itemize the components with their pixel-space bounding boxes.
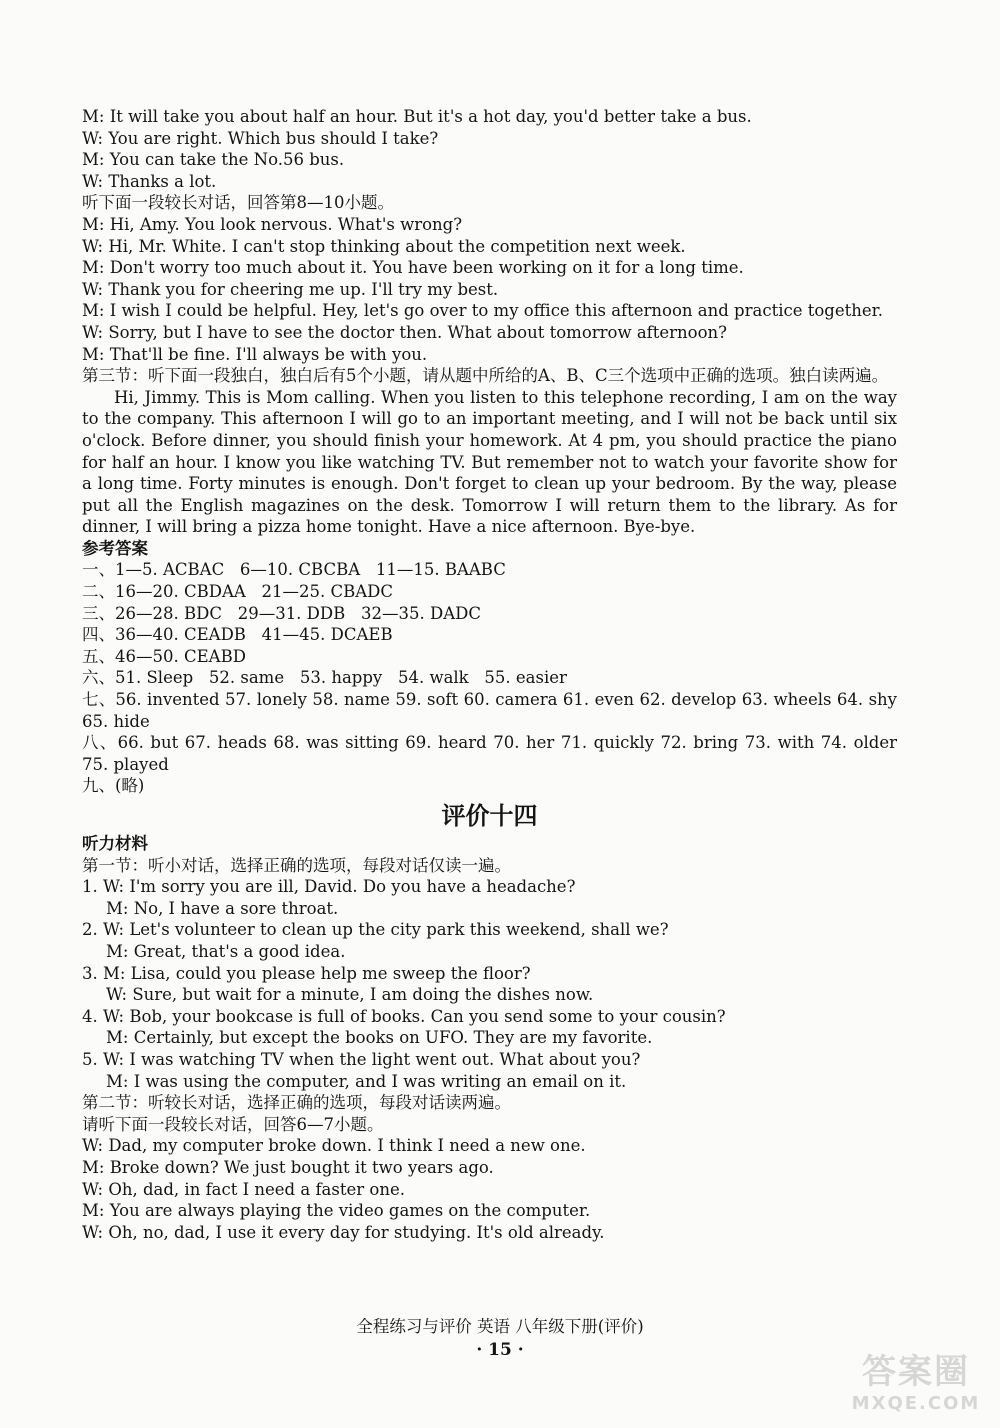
- answer-line: 八、66. but 67. heads 68. was sitting 69. heard 70. her 71. quickly 72. bring 73. with 74. older 75. played: [82, 733, 897, 774]
- section3-instruction: 第三节：听下面一段独白，独白后有5个小题，请从题中所给的A、B、C三个选项中正确的选项。独白读两遍。: [82, 366, 889, 386]
- answer-line: 一、1—5. ACBAC 6—10. CBCBA 11—15. BAABC: [82, 560, 506, 580]
- part2-subinstruction: 请听下面一段较长对话，回答6—7小题。: [82, 1114, 384, 1134]
- dialogue-line: W: You are right. Which bus should I take?: [82, 128, 439, 148]
- watermark-text: 答案圈: [862, 1352, 970, 1392]
- dialogue-question: 5. W: I was watching TV when the light went out. What about you?: [82, 1049, 641, 1069]
- dialogue-line: M: You are always playing the video games on the computer.: [82, 1201, 591, 1221]
- material-heading: 听力材料: [82, 834, 148, 853]
- watermark-url: MXQE.COM: [851, 1393, 981, 1414]
- section-title: 评价十四: [441, 801, 538, 830]
- answer-line: 四、36—40. CEADB 41—45. DCAEB: [82, 625, 393, 645]
- part1-instruction: 第一节：听小对话，选择正确的选项，每段对话仅读一遍。: [82, 855, 511, 875]
- answer-line: 二、16—20. CBDAA 21—25. CBADC: [82, 582, 394, 602]
- dialogue-line: M: Hi, Amy. You look nervous. What's wrong?: [82, 214, 463, 234]
- dialogue-line: M: Broke down? We just bought it two years ago.: [82, 1157, 494, 1177]
- instruction-line: 听下面一段较长对话，回答第8—10小题。: [82, 193, 394, 213]
- dialogue-reply: M: Certainly, but except the books on UFO. They are my favorite.: [106, 1028, 653, 1048]
- dialogue-line: W: Sorry, but I have to see the doctor then. What about tomorrow afternoon?: [82, 322, 728, 342]
- dialogue-question: 1. W: I'm sorry you are ill, David. Do you have a headache?: [82, 877, 576, 897]
- answer-line: 九、(略): [82, 776, 145, 796]
- dialogue-line: W: Hi, Mr. White. I can't stop thinking about the competition next week.: [82, 236, 686, 256]
- page-content: [82, 106, 897, 1243]
- answer-line: 三、26—28. BDC 29—31. DDB 32—35. DADC: [82, 603, 481, 623]
- dialogue-line: M: It will take you about half an hour. But it's a hot day, you'd better take a bus.: [82, 107, 752, 126]
- book-footer: 全程练习与评价 英语 八年级下册(评价): [356, 1317, 644, 1336]
- dialogue-reply: M: No, I have a sore throat.: [106, 898, 339, 918]
- dialogue-reply: M: Great, that's a good idea.: [106, 941, 346, 961]
- dialogue-line: M: You can take the No.56 bus.: [82, 150, 345, 170]
- dialogue-line: M: I wish I could be helpful. Hey, let's go over to my office this afternoon and practice together.: [82, 301, 883, 321]
- dialogue-question: 2. W: Let's volunteer to clean up the city park this weekend, shall we?: [82, 920, 669, 940]
- answers-heading: 参考答案: [82, 538, 148, 558]
- dialogue-question: 4. W: Bob, your bookcase is full of books. Can you send some to your cousin?: [82, 1006, 726, 1026]
- dialogue-line: W: Oh, dad, in fact I need a faster one.: [82, 1179, 405, 1199]
- dialogue-part1: [82, 106, 897, 365]
- page-number: · 15 ·: [476, 1340, 524, 1360]
- watermark-logo: [846, 1352, 986, 1422]
- dialogue-line: W: Thanks a lot.: [82, 171, 217, 191]
- answer-line: 七、56. invented 57. lonely 58. name 59. soft 60. camera 61. even 62. develop 63. wheels 64. shy 65. hide: [82, 690, 897, 731]
- dialogue-line: M: Don't worry too much about it. You have been working on it for a long time.: [82, 258, 744, 278]
- dialogue-line: M: That'll be fine. I'll always be with you.: [82, 344, 428, 364]
- part2-instruction: 第二节：听较长对话，选择正确的选项，每段对话读两遍。: [82, 1093, 511, 1113]
- dialogue-line: W: Dad, my computer broke down. I think I need a new one.: [82, 1136, 586, 1156]
- dialogue-reply: W: Sure, but wait for a minute, I am doing the dishes now.: [106, 985, 594, 1005]
- dialogue-reply: M: I was using the computer, and I was writing an email on it.: [106, 1071, 627, 1091]
- monologue-text: Hi, Jimmy. This is Mom calling. When you listen to this telephone recording, I am on the way to the company. This afternoon I will go to an important meeting, and I will not be back until six o'clock. Before dinner, you should finish your homework. At 4 pm, you should practice the piano for half an hour. I know you like watching TV. But remember not to watch your favorite show for a long time. Forty minutes is enough. Don't forget to clean up your bedroom. By the way, please put all the English magazines on the desk. Tomorrow I will return them to the library. As for dinner, I will bring a pizza home tonight. Have a nice afternoon. Bye-bye.: [82, 387, 897, 537]
- dialogue-question: 3. M: Lisa, could you please help me sweep the floor?: [82, 963, 531, 983]
- section14-body: [82, 833, 897, 1243]
- answer-key: [82, 538, 897, 797]
- answer-line: 五、46—50. CEABD: [82, 646, 246, 666]
- dialogue-line: W: Thank you for cheering me up. I'll try my best.: [82, 279, 499, 299]
- answer-line: 六、51. Sleep 52. same 53. happy 54. walk 55. easier: [82, 668, 567, 688]
- dialogue-line: W: Oh, no, dad, I use it every day for studying. It's old already.: [82, 1222, 605, 1242]
